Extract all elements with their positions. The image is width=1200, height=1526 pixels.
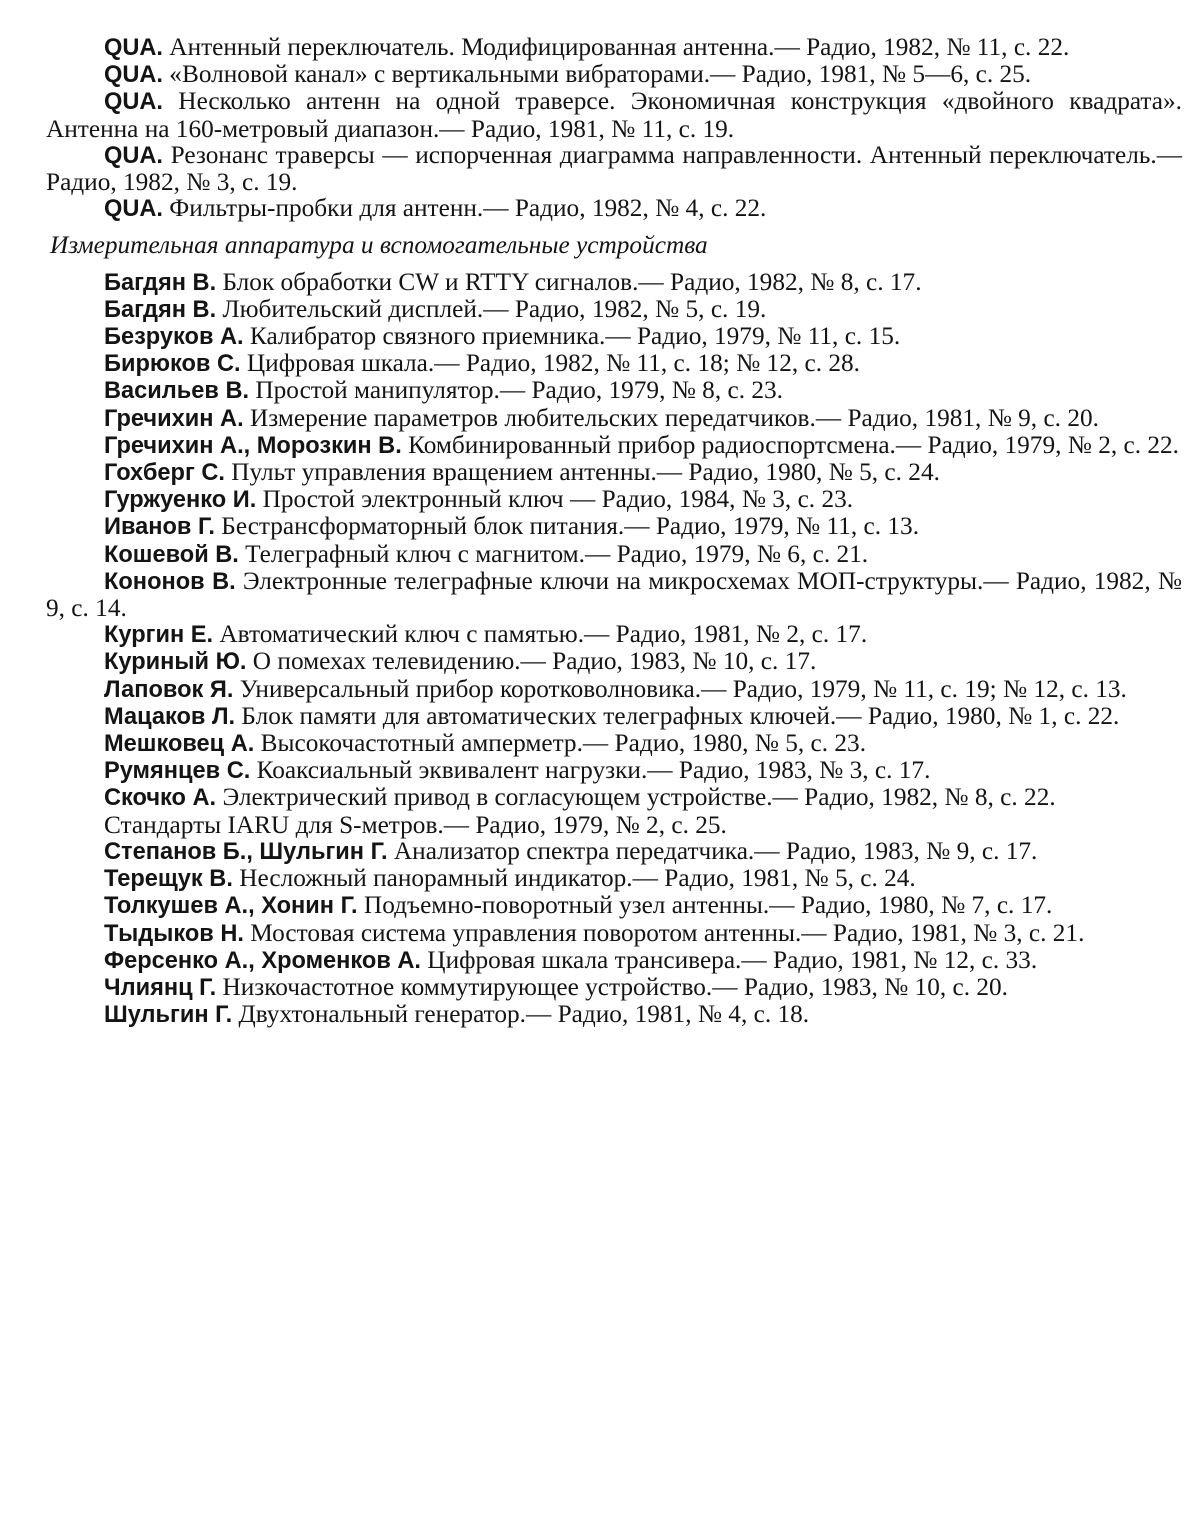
entry-text: Несколько антенн на одной траверсе. Экономичная конструкция «двойного квадрата». Антенна на 160-метровый диапазон.— Радио, 1981, № 11, с. 19. <box>46 87 1182 143</box>
entry-author: Кошевой В. <box>104 541 239 568</box>
entry-text: Двухтональный генератор.— Радио, 1981, № 4, с. 18. <box>232 1000 810 1029</box>
entry-author: Ферсенко А., Хроменков А. <box>104 947 421 974</box>
bibliography-entry <box>46 350 1182 377</box>
entry-text: Мостовая система управления поворотом антенны.— Радио, 1981, № 3, с. 21. <box>243 918 1085 947</box>
bibliography-entry <box>46 974 1182 1001</box>
entry-text: О помехах телевидению.— Радио, 1983, № 10, с. 17. <box>246 647 817 676</box>
bibliography-entry <box>46 513 1182 540</box>
entry-author: Васильев В. <box>104 378 250 405</box>
entry-author: Шульгин Г. <box>104 1002 233 1029</box>
entry-text: Телеграфный ключ с магнитом.— Радио, 1979, № 6, с. 21. <box>238 539 869 568</box>
entry-text: Любительский дисплей.— Радио, 1982, № 5, с. 19. <box>216 294 767 323</box>
bibliography-entry <box>46 541 1182 568</box>
entry-text: Фильтры-пробки для антенн.— Радио, 1982, № 4, с. 22. <box>162 194 767 223</box>
bibliography-entry <box>46 920 1182 947</box>
bibliography-entry <box>46 648 1182 675</box>
bibliography-entry <box>46 947 1182 974</box>
entry-text: Анализатор спектра передатчика.— Радио, 1983, № 9, с. 17. <box>387 836 1038 865</box>
entry-author: Иванов Г. <box>104 514 215 541</box>
entry-text: Автоматический ключ с памятью.— Радио, 1981, № 2, с. 17. <box>213 620 868 649</box>
entry-text: Электронные телеграфные ключи на микросхемах МОП-структуры.— Радио, 1982, № 9, с. 14. <box>46 566 1182 623</box>
entry-author: Румянцев С. <box>104 758 251 785</box>
entry-text: Коаксиальный эквивалент нагрузки.— Радио, 1983, № 3, с. 17. <box>250 756 931 785</box>
entry-author: Толкушев А., Хонин Г. <box>104 893 358 920</box>
entry-author: Бирюков С. <box>104 351 241 378</box>
entry-author: QUA. <box>104 196 163 223</box>
entry-author: Гохберг С. <box>104 460 225 487</box>
entry-text: «Волновой канал» с вертикальными вибраторами.— Радио, 1981, № 5—6, с. 25. <box>162 60 1032 89</box>
entry-text: Комбинированный прибор радиоспортсмена.— Радио, 1979, № 2, с. 22. <box>401 430 1179 459</box>
entry-author: Кургин Е. <box>104 622 214 649</box>
bibliography-entry <box>46 892 1182 919</box>
entry-author: Куриный Ю. <box>104 649 247 676</box>
entry-author: QUA. <box>104 62 163 89</box>
bibliography-entry <box>46 812 1182 838</box>
bibliography-entry <box>46 269 1182 296</box>
bibliography-entry <box>46 730 1182 757</box>
bibliography-entry <box>46 459 1182 486</box>
bibliography-entry <box>46 377 1182 404</box>
entry-text: Простой электронный ключ — Радио, 1984, № 3, с. 23. <box>256 485 854 514</box>
bibliography-entry <box>46 486 1182 513</box>
entry-text: Подъемно-поворотный узел антенны.— Радио, 1980, № 7, с. 17. <box>357 891 1053 920</box>
entry-text: Универсальный прибор коротковолновика.— Радио, 1979, № 11, с. 19; № 12, с. 13. <box>233 674 1127 703</box>
bibliography-entry <box>46 1001 1182 1028</box>
bibliography-entry <box>46 757 1182 784</box>
entry-text: Измерение параметров любительских передатчиков.— Радио, 1981, № 9, с. 20. <box>243 403 1099 432</box>
entry-text: Низкочастотное коммутирующее устройство.— Радио, 1983, № 10, с. 20. <box>216 972 1009 1001</box>
bibliography-entry <box>46 838 1182 865</box>
bibliography-entry <box>46 405 1182 432</box>
entry-text: Стандарты IARU для S-метров.— Радио, 1979, № 2, с. 25. <box>104 810 727 839</box>
entry-text: Цифровая шкала трансивера.— Радио, 1981, № 12, с. 33. <box>420 945 1038 974</box>
entry-text: Цифровая шкала.— Радио, 1982, № 11, с. 18; № 12, с. 28. <box>240 349 860 378</box>
entry-text: Несложный панорамный индикатор.— Радио, 1981, № 5, с. 24. <box>232 864 916 893</box>
entry-author: Скочко А. <box>104 785 217 812</box>
entry-author: QUA. <box>104 89 163 116</box>
bibliography-entry <box>46 88 1182 141</box>
bibliography-entry <box>46 865 1182 892</box>
entry-text: Блок памяти для автоматических телеграфных ключей.— Радио, 1980, № 1, с. 22. <box>235 701 1120 730</box>
entry-author: Гречихин А., Морозкин В. <box>104 432 402 459</box>
entry-author: Терещук В. <box>104 866 233 893</box>
bibliography-entry <box>46 432 1182 459</box>
entry-author: QUA. <box>104 35 163 61</box>
entry-author: Багдян В. <box>104 269 217 296</box>
entry-author: Члиянц Г. <box>104 974 217 1001</box>
entry-text: Высокочастотный амперметр.— Радио, 1980, № 5, с. 23. <box>254 729 867 758</box>
bibliography-entry <box>46 621 1182 648</box>
bibliography-entry <box>46 676 1182 703</box>
bibliography-entry <box>46 296 1182 323</box>
section-heading: Измерительная аппаратура и вспомогательные устройства <box>50 231 708 260</box>
entry-text: Резонанс траверсы — испорченная диаграмма направленности. Антенный переключатель.— Радио, 1982, № 3, с. 19. <box>46 140 1182 197</box>
bibliography-entry <box>46 703 1182 730</box>
entry-author: Кононов В. <box>104 568 236 595</box>
entry-author: Лаповок Я. <box>104 676 234 703</box>
entry-author: Багдян В. <box>104 296 217 323</box>
bibliography-entry <box>46 142 1182 195</box>
entry-text: Калибратор связного приемника.— Радио, 1979, № 11, с. 15. <box>243 322 901 351</box>
entry-author: Безруков А. <box>104 324 244 351</box>
entry-author: Мацаков Л. <box>104 703 236 730</box>
bibliography-entry <box>46 61 1182 88</box>
entry-text: Блок обработки CW и RTTY сигналов.— Радио, 1982, № 8, с. 17. <box>216 267 922 296</box>
entry-author: Мешковец А. <box>104 731 255 758</box>
entry-author: Степанов Б., Шульгин Г. <box>104 838 388 865</box>
bibliography-entry <box>46 784 1182 811</box>
entry-text: Электрический привод в согласующем устройстве.— Радио, 1982, № 8, с. 22. <box>216 783 1056 812</box>
entry-author: Гуржуенко И. <box>104 487 257 514</box>
entry-text: Пульт управления вращением антенны.— Радио, 1980, № 5, с. 24. <box>224 458 940 487</box>
entry-author: QUA. <box>104 142 163 169</box>
entry-text: Простой манипулятор.— Радио, 1979, № 8, с. 23. <box>249 376 783 405</box>
bibliography-entry <box>46 195 1182 222</box>
entry-text: Антенный переключатель. Модифицированная антенна.— Радио, 1982, № 11, с. 22. <box>162 33 1070 61</box>
entry-author: Гречихин А. <box>104 405 244 432</box>
bibliography-entry <box>46 323 1182 350</box>
entry-author: Тыдыков Н. <box>104 920 244 947</box>
bibliography-entry <box>46 568 1182 621</box>
bibliography-entry <box>46 34 1182 61</box>
entry-text: Бестрансформаторный блок питания.— Радио, 1979, № 11, с. 13. <box>214 512 920 541</box>
